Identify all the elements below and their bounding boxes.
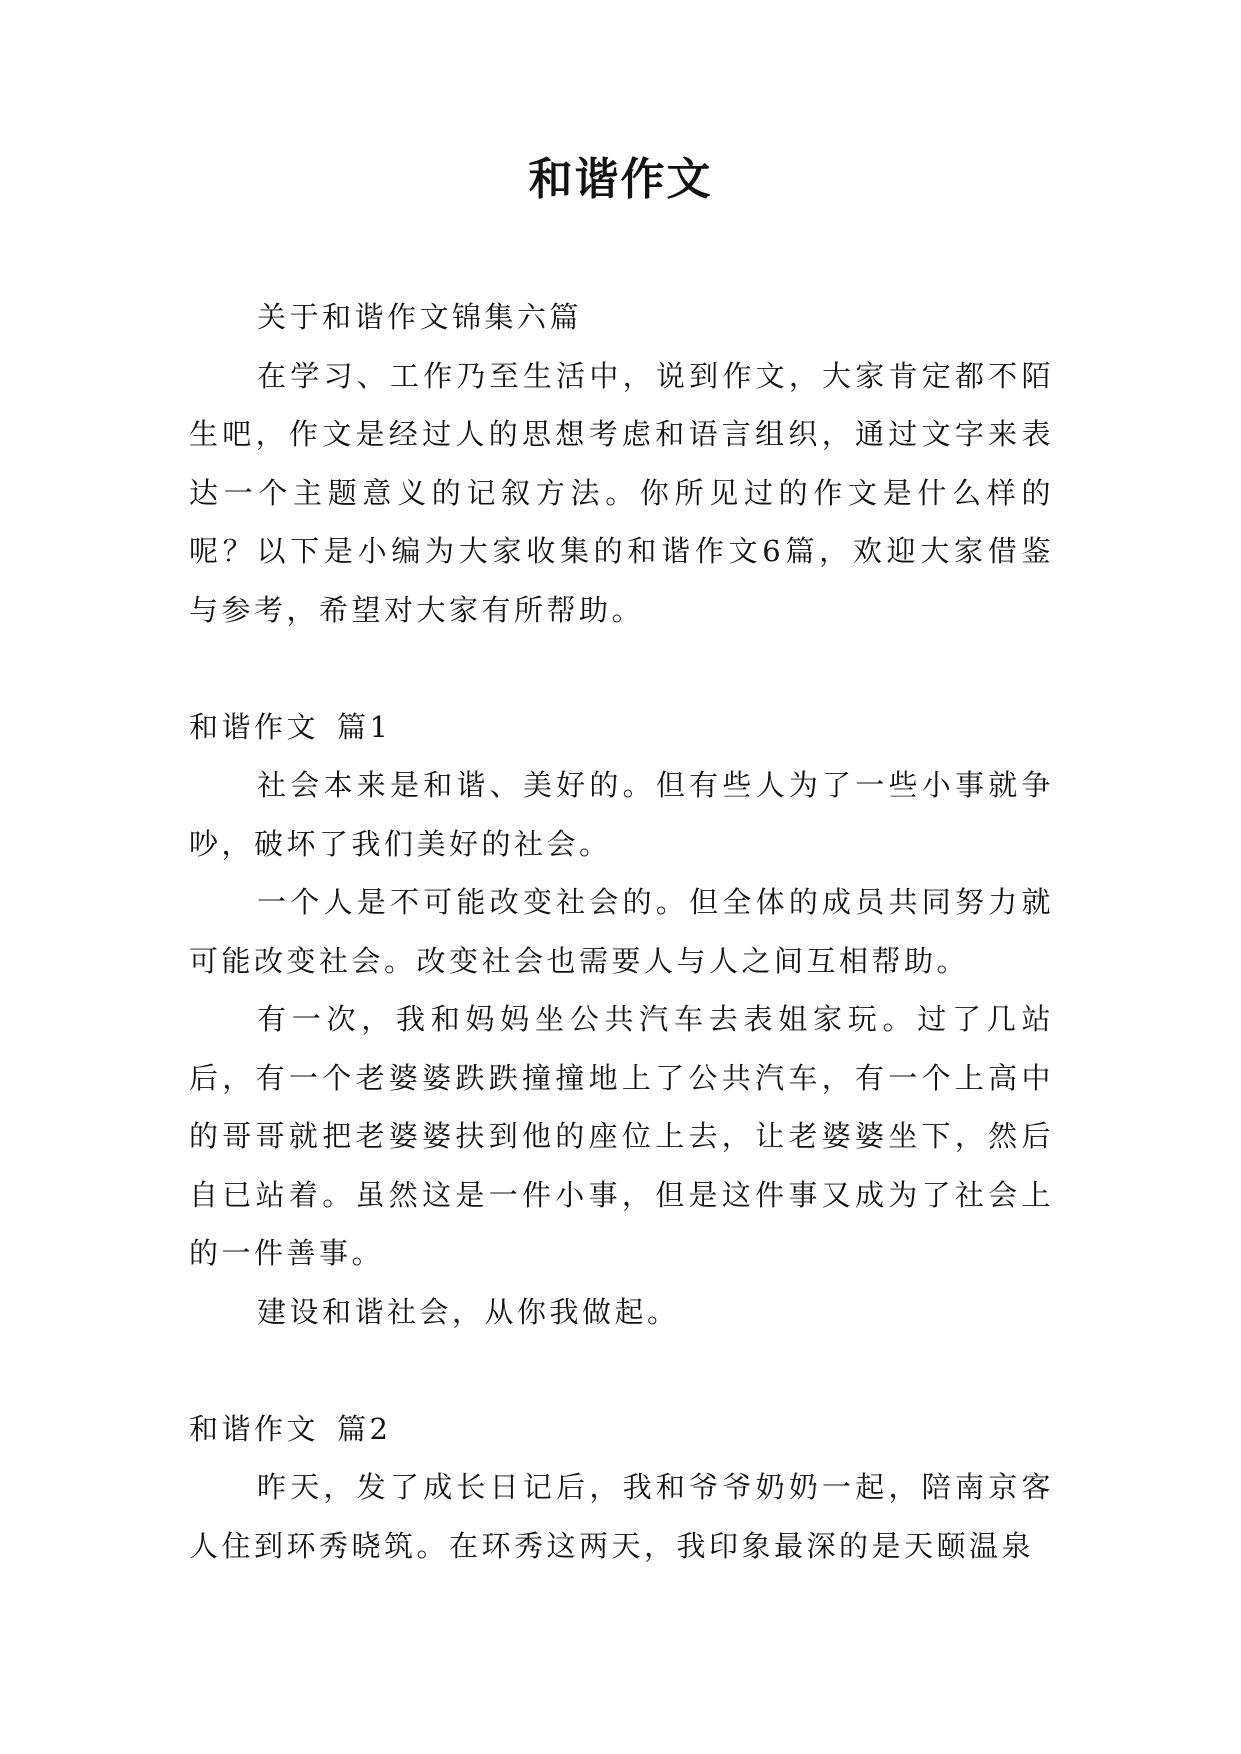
section-heading-title: 和谐作文	[189, 1411, 320, 1446]
document-title: 和谐作文	[528, 154, 713, 205]
section-heading-part: 篇2	[337, 1411, 392, 1446]
document-body	[189, 288, 1054, 1575]
intro-subtitle: 关于和谐作文锦集六篇	[257, 300, 583, 334]
section-1-paragraph: 建设和谐社会，从你我做起。	[257, 1294, 680, 1329]
section-heading-1	[189, 698, 1054, 757]
section-1-paragraph: 有一次，我和妈妈坐公共汽车去表姐家玩。过了几站后，有一个老婆婆跌跌撞撞地上了公共汽车，有一个上高中的哥哥就把老婆婆扶到他的座位上去，让老婆婆坐下，然后自已站着。虽然这是一件小事，但是这件事又成为了社会上的一件善事。	[189, 1002, 1054, 1270]
section-heading-2	[189, 1400, 1054, 1459]
section-2-paragraph: 昨天，发了成长日记后，我和爷爷奶奶一起，陪南京客人住到环秀晓筑。在环秀这两天，我印象最深的是天颐温泉	[189, 1470, 1054, 1563]
section-1-paragraph: 社会本来是和谐、美好的。但有些人为了一些小事就争吵，破坏了我们美好的社会。	[189, 768, 1054, 861]
section-heading-title: 和谐作文	[189, 709, 320, 744]
section-heading-part: 篇1	[337, 709, 392, 744]
section-1-paragraph: 一个人是不可能改变社会的。但全体的成员共同努力就可能改变社会。改变社会也需要人与人之间互相帮助。	[189, 885, 1054, 978]
intro-paragraph: 在学习、工作乃至生活中，说到作文，大家肯定都不陌生吧，作文是经过人的思想考虑和语言组织，通过文字来表达一个主题意义的记叙方法。你所见过的作文是什么样的呢？以下是小编为大家收集的和谐作文6篇，欢迎大家借鉴与参考，希望对大家有所帮助。	[189, 358, 1054, 627]
